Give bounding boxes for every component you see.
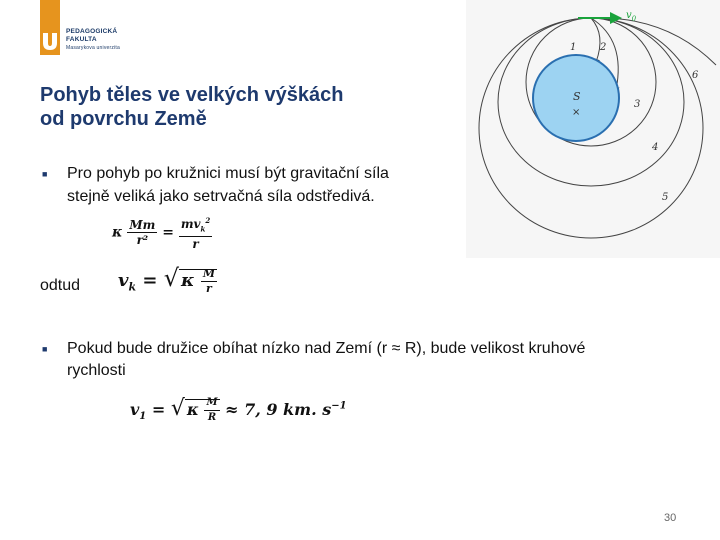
earth-center-label: S [573,90,581,103]
label-1: 1 [570,42,577,53]
slide-title: Pohyb těles ve velkých výškách od povrchu Země [40,84,344,130]
bullet-marker: ■ [42,169,48,179]
label-6: 6 [692,70,699,81]
faculty-logo-text: PEDAGOGICKÁ FAKULTA Masarykova univerzita [66,28,120,51]
bullet-marker: ■ [42,344,48,354]
label-2: 2 [600,42,607,53]
label-5: 5 [662,192,669,203]
label-4: 4 [652,142,659,153]
bullet-2-line-2: rychlosti [67,362,126,379]
bullet-1-line-2: stejně veliká jako setrvačná síla odstředivá. [67,188,375,205]
odtud-label: odtud [40,277,81,294]
formula-first-cosmic-velocity: $v_1$ = √ κ $\frac{M}{R}$ ≈ 7, 9 km. $s^{-1}$ [130,396,347,423]
page-number: 30 [664,512,677,524]
v0-label: $v_0$ [626,10,637,23]
trajectory-1 [591,18,600,62]
earth-center-mark: × [572,107,581,118]
formula-circular-velocity: $v_k$ = √ κ $\frac{M}{r}$ [118,264,216,295]
trajectory-6 [591,18,716,65]
label-3: 3 [634,99,641,110]
university-logo-icon [42,31,58,51]
orbits-diagram [466,0,720,258]
bullet-1-line-1: Pro pohyb po kružnici musí být gravitační síla [67,165,389,182]
formula-force-balance: κ $\frac{Mm}{\text{r²}}$ = $\frac{mv_k^2}{r}$ [112,216,211,252]
bullet-2-line-1: Pokud bude družice obíhat nízko nad Zemí (r ≈ R), bude velikost kruhové [67,340,586,357]
